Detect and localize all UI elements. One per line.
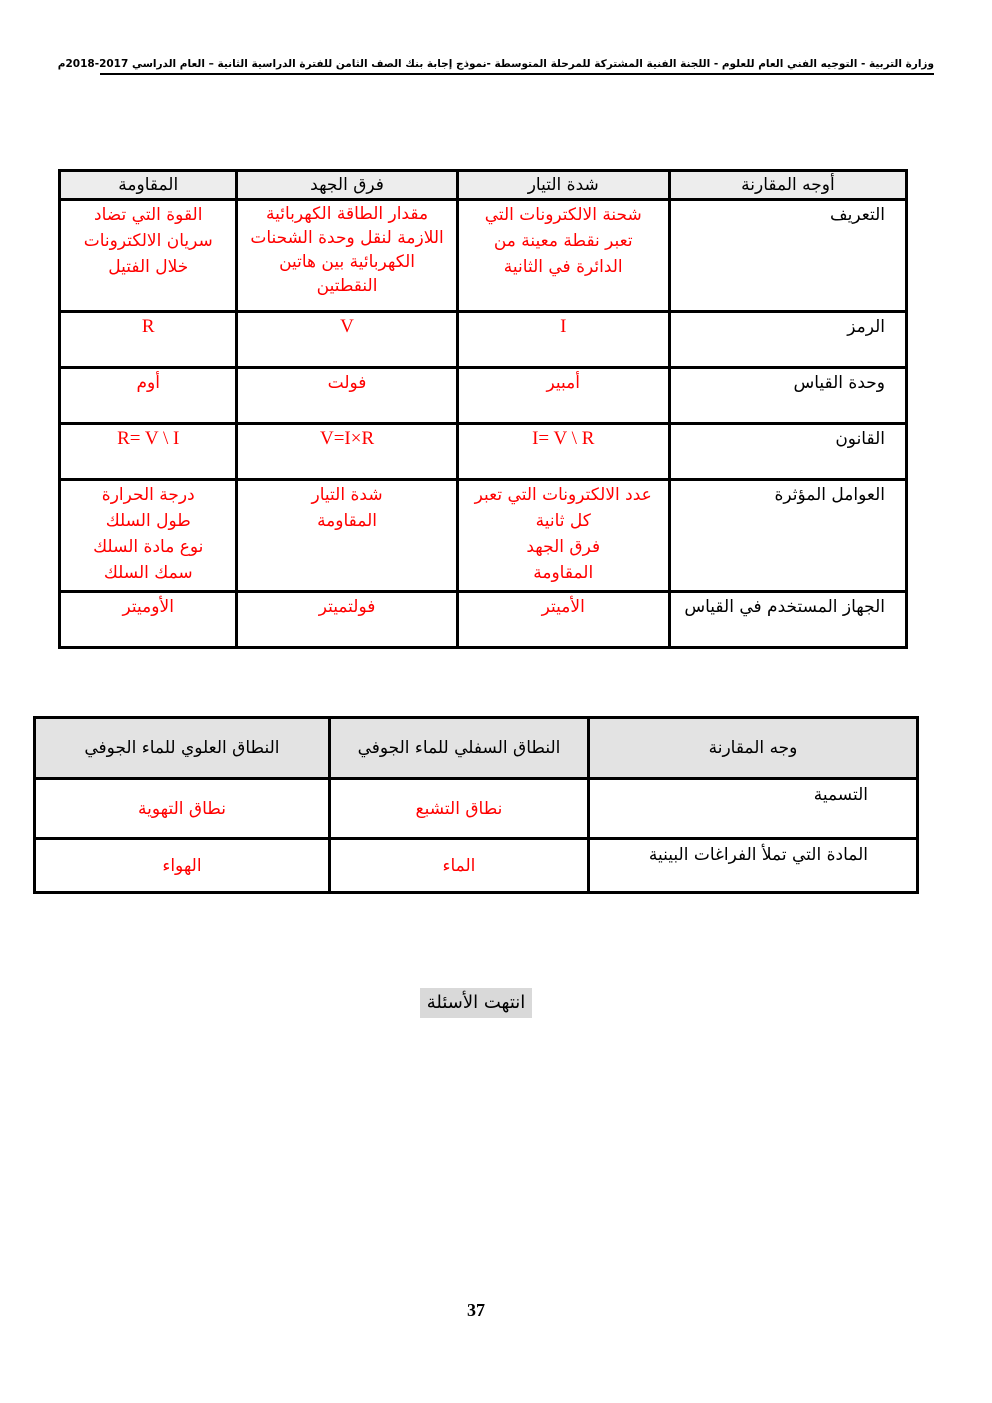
cell-line: فرق الجهد bbox=[526, 537, 601, 557]
cell-line: كل ثانية bbox=[535, 511, 591, 531]
answer-cell bbox=[457, 480, 669, 592]
header-cell: النطاق العلوي للماء الجوفي bbox=[35, 718, 330, 779]
answer-cell: R= V \ I bbox=[60, 424, 237, 480]
electricity-comparison-table bbox=[58, 169, 908, 649]
header-cell: أوجه المقارنة bbox=[669, 171, 906, 200]
row-label: العوامل المؤثرة bbox=[669, 480, 906, 592]
answer-cell bbox=[237, 200, 457, 312]
row-label: التسمية bbox=[589, 779, 918, 839]
header-cell: شدة التيار bbox=[457, 171, 669, 200]
cell-line: سريان الالكترونات bbox=[83, 231, 213, 251]
cell-line: مقدار الطاقة الكهربائية bbox=[266, 204, 429, 224]
cell-line: شدة التيار bbox=[311, 485, 383, 505]
cell-line: المقاومة bbox=[317, 511, 378, 531]
answer-cell bbox=[60, 480, 237, 592]
row-label: الجهاز المستخدم في القياس bbox=[669, 592, 906, 648]
row-label: القانون bbox=[669, 424, 906, 480]
header-cell: المقاومة bbox=[60, 171, 237, 200]
cell-line: درجة الحرارة bbox=[101, 485, 195, 505]
answer-cell: R bbox=[60, 312, 237, 368]
table-row bbox=[35, 779, 918, 839]
answer-cell: فولتميتر bbox=[237, 592, 457, 648]
cell-line: القوة التي تضاد bbox=[94, 205, 203, 225]
answer-cell: نطاق التهوية bbox=[35, 779, 330, 839]
cell-line: الكهربائية بين هاتين bbox=[279, 252, 416, 272]
cell-line: المقاومة bbox=[533, 563, 594, 583]
table-row bbox=[60, 480, 907, 592]
cell-line: اللازمة لنقل وحدة الشحنات bbox=[250, 228, 444, 248]
header-cell: النطاق السفلي للماء الجوفي bbox=[329, 718, 588, 779]
answer-cell: I= V \ R bbox=[457, 424, 669, 480]
table-row bbox=[35, 839, 918, 893]
page-number: 37 bbox=[467, 1300, 485, 1320]
row-label: الرمز bbox=[669, 312, 906, 368]
table-header-row bbox=[60, 171, 907, 200]
answer-cell: فولت bbox=[237, 368, 457, 424]
row-label: التعريف bbox=[669, 200, 906, 312]
table-row bbox=[60, 424, 907, 480]
answer-cell: الماء bbox=[329, 839, 588, 893]
answer-cell: V=I×R bbox=[237, 424, 457, 480]
header-cell: وجه المقارنة bbox=[589, 718, 918, 779]
cell-line: تعبر نقطة معينة من bbox=[493, 231, 633, 251]
table-row bbox=[60, 368, 907, 424]
answer-cell: I bbox=[457, 312, 669, 368]
answer-cell: الأوميتر bbox=[60, 592, 237, 648]
answer-cell: أوم bbox=[60, 368, 237, 424]
cell-line: النقطتين bbox=[316, 276, 378, 296]
cell-line: طول السلك bbox=[105, 511, 191, 531]
cell-line: نوع مادة السلك bbox=[93, 537, 204, 557]
cell-line: الدائرة في الثانية bbox=[503, 257, 623, 277]
answer-cell bbox=[237, 480, 457, 592]
page-header: وزارة التربية - التوجيه الفني العام للعلوم - اللجنة الفنية المشتركة للمرحلة المتوسطة -نموذج إجابة بنك الصف الثامن للفترة الدراسية الثانية – العام الدراسي 2017-2018م bbox=[100, 58, 934, 75]
row-label: المادة التي تملأ الفراغات البينية bbox=[589, 839, 918, 893]
table-row bbox=[60, 592, 907, 648]
end-of-questions: انتهت الأسئلة bbox=[420, 988, 532, 1018]
table-row bbox=[60, 312, 907, 368]
table-header-row bbox=[35, 718, 918, 779]
cell-line: شحنة الالكترونات التي bbox=[484, 205, 642, 225]
header-cell: فرق الجهد bbox=[237, 171, 457, 200]
cell-line: خلال الفتيل bbox=[108, 257, 189, 277]
groundwater-comparison-table bbox=[33, 716, 919, 894]
cell-line: عدد الالكترونات التي تعبر bbox=[474, 485, 652, 505]
cell-line: سمك السلك bbox=[103, 563, 193, 583]
answer-cell: نطاق التشبع bbox=[329, 779, 588, 839]
answer-cell: الهواء bbox=[35, 839, 330, 893]
answer-cell: V bbox=[237, 312, 457, 368]
table-row bbox=[60, 200, 907, 312]
answer-cell bbox=[457, 200, 669, 312]
answer-cell: أمبير bbox=[457, 368, 669, 424]
answer-cell: الأميتر bbox=[457, 592, 669, 648]
row-label: وحدة القياس bbox=[669, 368, 906, 424]
answer-cell bbox=[60, 200, 237, 312]
